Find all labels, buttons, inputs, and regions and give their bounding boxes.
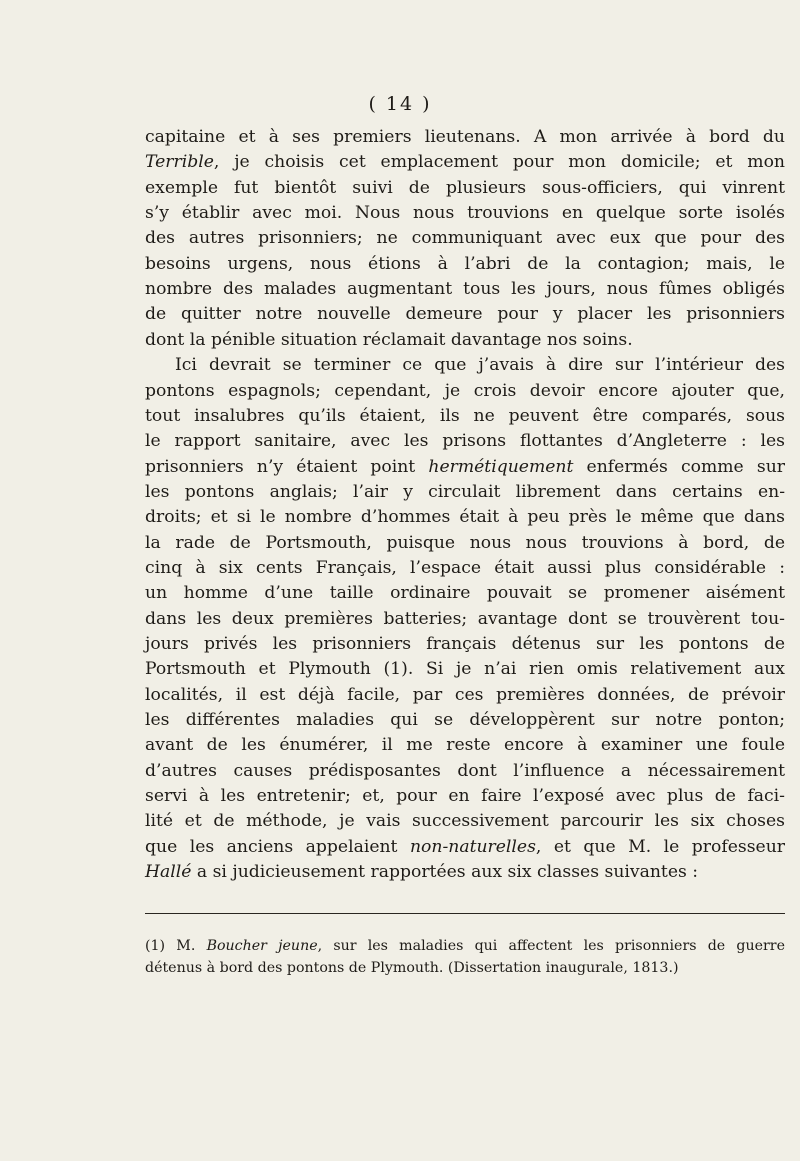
text-line: que les anciens appelaient non-naturelles, et que M. le professeur (145, 836, 786, 857)
footnote-line: détenus à bord des pontons de Plymouth. (Dissertation inaugurale, 1813.) (145, 960, 679, 976)
text-line: jours privés les prisonniers français détenus sur les pontons de (145, 634, 785, 654)
text-line: prisonniers n’y étaient point hermétiquement enfermés comme sur (145, 456, 785, 477)
text-line: les différentes maladies qui se développèrent sur notre ponton; (145, 710, 785, 731)
text-line: servi à les entretenir; et, pour en faire l’exposé avec plus de faci- (145, 786, 785, 807)
text-line: tout insalubres qu’ils étaient, ils ne peuvent être comparés, sous (145, 405, 785, 426)
text-line: dans les deux premières batteries; avantage dont se trouvèrent tou- (145, 608, 785, 629)
text-line: nombre des malades augmentant tous les jours, nous fûmes obligés (145, 279, 785, 300)
text-line: le rapport sanitaire, avec les prisons flottantes d’Angleterre : les (145, 431, 785, 452)
text-line: des autres prisonniers; ne communiquant avec eux que pour des (145, 228, 785, 249)
text-line: besoins urgens, nous étions à l’abri de la contagion; mais, le (145, 253, 785, 274)
text-line: droits; et si le nombre d’hommes était à peu près le même que dans (145, 507, 785, 528)
text-line: Ici devrait se terminer ce que j’avais à dire sur l’intérieur des (175, 355, 785, 376)
text-line: localités, il est déjà facile, par ces premières données, de prévoir (145, 684, 785, 705)
text-line: un homme d’une taille ordinaire pouvait se promener aisément (145, 583, 785, 604)
text-line: exemple fut bientôt suivi de plusieurs sous-officiers, qui vinrent (145, 177, 785, 198)
text-line: de quitter notre nouvelle demeure pour y placer les prisonniers (145, 304, 785, 325)
text-line: pontons espagnols; cependant, je crois devoir encore ajouter que, (145, 380, 785, 401)
text-line: capitaine et à ses premiers lieutenans. A mon arrivée à bord du (145, 127, 785, 147)
footnote-line: (1) M. Boucher jeune, sur les maladies qui affectent les prisonniers de guerre (145, 938, 785, 954)
page-number: ( 14 ) (368, 93, 432, 115)
text-line: cinq à six cents Français, l’espace était aussi plus considérable : (145, 557, 785, 578)
text-line: Portsmouth et Plymouth (1). Si je n’ai rien omis relativement aux (145, 659, 785, 680)
text-line: s’y établir avec moi. Nous nous trouvions en quelque sorte isolés (145, 203, 785, 224)
footnote-rule (145, 913, 785, 914)
text-line: les pontons anglais; l’air y circulait librement dans certains en- (145, 481, 785, 502)
text-line: d’autres causes prédisposantes dont l’influence a nécessairement (145, 760, 785, 781)
text-line: Terrible, je choisis cet emplacement pour mon domicile; et mon (145, 152, 785, 173)
text-line: avant de les énumérer, il me reste encore à examiner une foule (145, 735, 785, 756)
text-line: lité et de méthode, je vais successivement parcourir les six choses (145, 811, 785, 832)
text-line: Hallé a si judicieusement rapportées aux six classes suivantes : (145, 862, 699, 883)
text-line: la rade de Portsmouth, puisque nous nous trouvions à bord, de (145, 532, 785, 553)
text-line: dont la pénible situation réclamait davantage nos soins. (145, 329, 633, 350)
